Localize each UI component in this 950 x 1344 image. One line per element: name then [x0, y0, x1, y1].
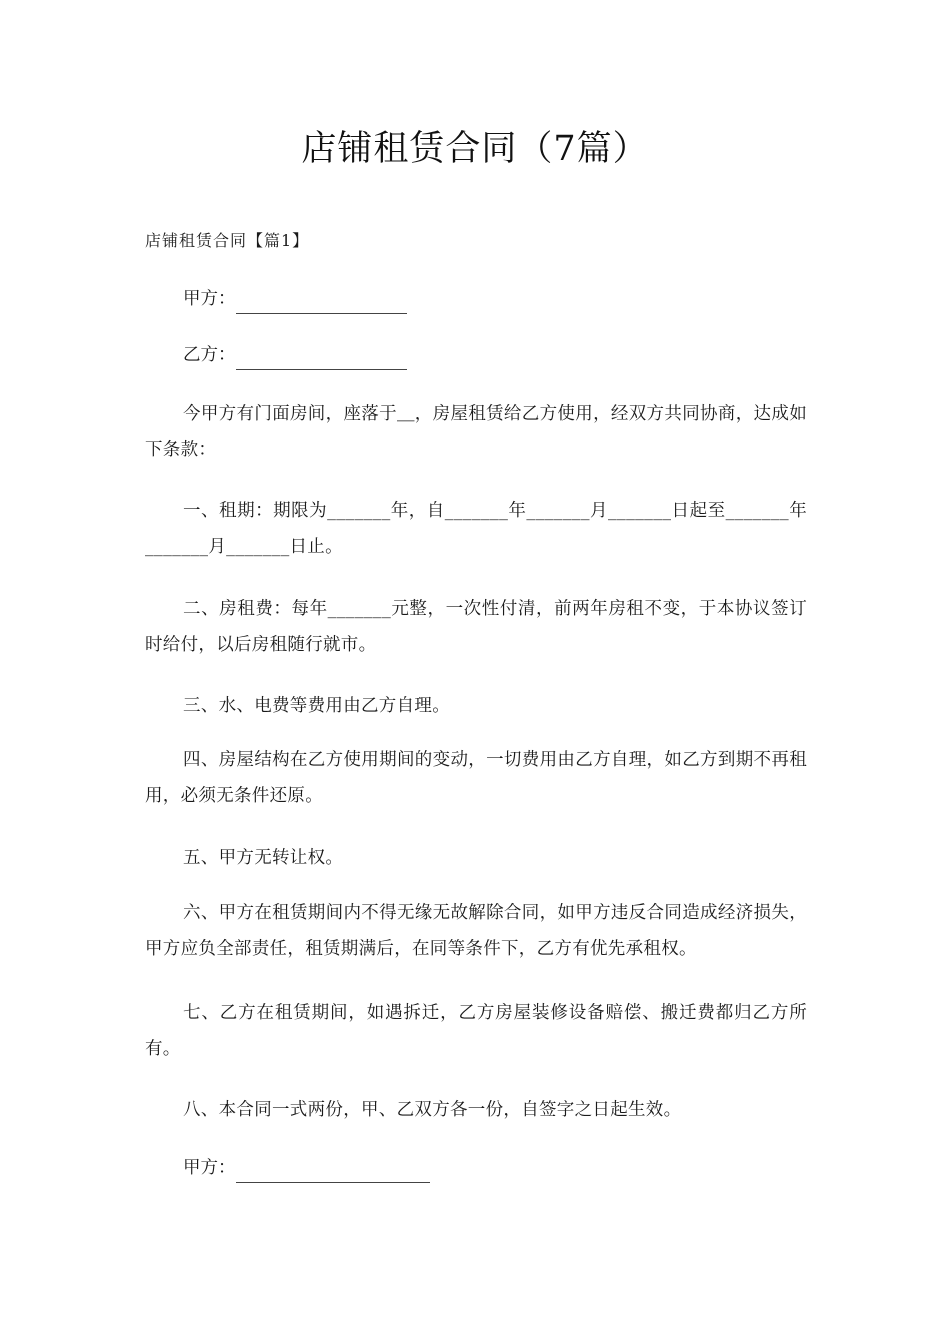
party-a-blank — [236, 291, 407, 314]
document-title: 店铺租赁合同（7篇） — [301, 129, 649, 169]
section-heading: 店铺租赁合同【篇1】 — [145, 231, 310, 250]
clause-8: 八、本合同一式两份，甲、乙双方各一份，自签字之日起生效。 — [183, 1100, 682, 1120]
party-a-line — [183, 284, 407, 314]
clause-1: 一、租期：期限为_______年，自_______年_______月_______日起至_______年_______月_______日止。 — [145, 501, 807, 557]
clause-4: 四、房屋结构在乙方使用期间的变动，一切费用由乙方自理，如乙方到期不再租用，必须无条件还原。 — [145, 750, 807, 806]
party-a-label: 甲方： — [183, 289, 236, 309]
clause-3: 三、水、电费等费用由乙方自理。 — [183, 696, 450, 716]
closing-party-a-label: 甲方： — [183, 1158, 236, 1178]
clause-6: 六、甲方在租赁期间内不得无缘无故解除合同，如甲方违反合同造成经济损失，甲方应负全部责任，租赁期满后，在同等条件下，乙方有优先承租权。 — [145, 903, 807, 959]
closing-party-a-line — [183, 1153, 430, 1183]
clause-5: 五、甲方无转让权。 — [183, 848, 344, 868]
closing-party-a-blank — [236, 1160, 430, 1183]
clause-2: 二、房租费：每年_______元整，一次性付清，前两年房租不变，于本协议签订时给付，以后房租随行就市。 — [145, 599, 807, 655]
party-b-label: 乙方： — [183, 345, 236, 365]
party-b-line — [183, 340, 407, 370]
party-b-blank — [236, 347, 407, 370]
intro-paragraph: 今甲方有门面房间，座落于＿，房屋租赁给乙方使用，经双方共同协商，达成如下条款： — [145, 404, 807, 460]
clause-7: 七、乙方在租赁期间，如遇拆迁，乙方房屋装修设备赔偿、搬迁费都归乙方所有。 — [145, 1003, 807, 1059]
